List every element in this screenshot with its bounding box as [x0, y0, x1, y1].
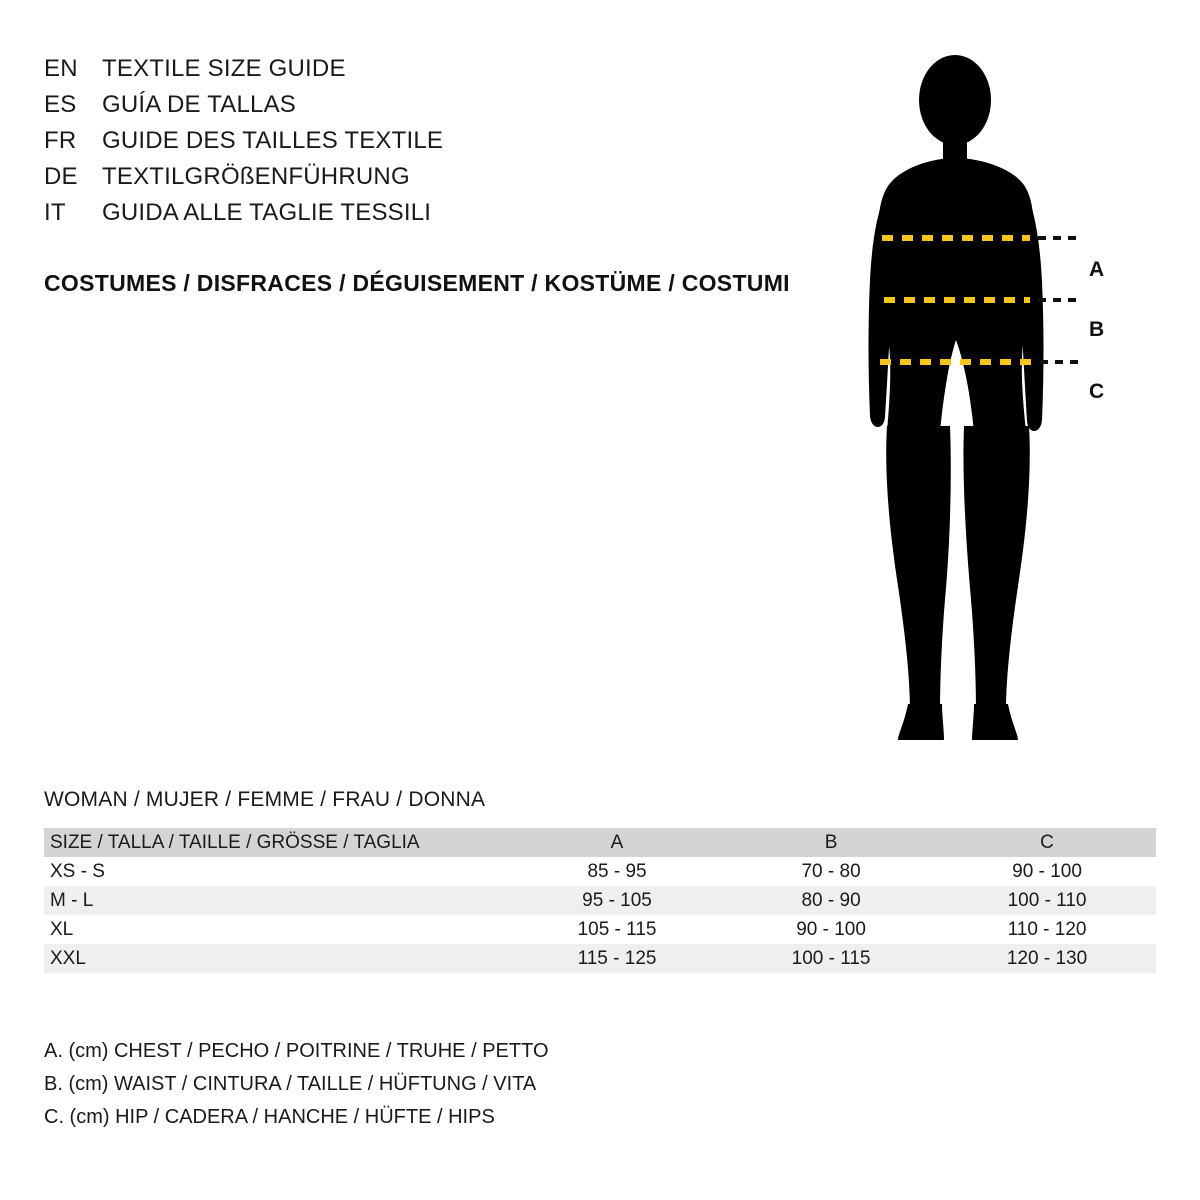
cell-hip: 120 - 130 — [1006, 947, 1088, 969]
language-title: GUÍA DE TALLAS — [102, 91, 296, 118]
cell-waist: 90 - 100 — [796, 918, 866, 940]
cell-size: XS - S — [50, 860, 105, 882]
cell-size: XXL — [50, 947, 86, 969]
language-row — [44, 91, 864, 127]
cell-hip: 100 - 110 — [1007, 889, 1087, 911]
cell-hip: 110 - 120 — [1007, 918, 1087, 940]
table-header-row — [44, 828, 1156, 857]
measure-label-b: B — [1089, 318, 1105, 341]
language-code: DE — [44, 163, 78, 190]
language-title: GUIDA ALLE TAGLIE TESSILI — [102, 199, 432, 226]
cell-waist: 70 - 80 — [801, 860, 861, 882]
table-row — [44, 915, 1156, 944]
cell-size: M - L — [50, 889, 94, 911]
silhouette-icon — [840, 40, 1160, 740]
language-row — [44, 199, 864, 235]
note-hip: C. (cm) HIP / CADERA / HANCHE / HÜFTE / HIPS — [44, 1106, 495, 1128]
note-chest: A. (cm) CHEST / PECHO / POITRINE / TRUHE / PETTO — [44, 1040, 549, 1062]
cell-size: XL — [50, 918, 74, 940]
table-row — [44, 944, 1156, 973]
cell-waist: 100 - 115 — [791, 947, 871, 969]
cell-waist: 80 - 90 — [801, 889, 861, 911]
measure-label-c: C — [1089, 380, 1105, 403]
note-waist: B. (cm) WAIST / CINTURA / TAILLE / HÜFTUNG / VITA — [44, 1073, 537, 1095]
table-body — [44, 857, 1156, 973]
column-header-size: SIZE / TALLA / TAILLE / GRÖSSE / TAGLIA — [50, 831, 420, 853]
cell-chest: 85 - 95 — [587, 860, 647, 882]
table-row — [44, 886, 1156, 915]
column-header-a: A — [610, 831, 624, 853]
language-title: TEXTILGRÖßENFÜHRUNG — [102, 163, 410, 190]
female-silhouette-figure — [840, 40, 1160, 740]
language-row — [44, 127, 864, 163]
language-code: ES — [44, 91, 77, 118]
language-title-list — [44, 55, 864, 235]
cell-chest: 115 - 125 — [577, 947, 657, 969]
column-header-c: C — [1040, 831, 1054, 853]
costumes-subtitle: COSTUMES / DISFRACES / DÉGUISEMENT / KOSTÜME / COSTUMI — [44, 270, 790, 296]
language-row — [44, 163, 864, 199]
language-code: FR — [44, 127, 77, 154]
table-header — [44, 828, 1156, 857]
table-section-title: WOMAN / MUJER / FEMME / FRAU / DONNA — [44, 788, 486, 811]
language-title: GUIDE DES TAILLES TEXTILE — [102, 127, 444, 154]
cell-chest: 95 - 105 — [582, 889, 652, 911]
size-table — [44, 828, 1156, 973]
language-row — [44, 55, 864, 91]
column-header-b: B — [824, 831, 838, 853]
cell-hip: 90 - 100 — [1012, 860, 1082, 882]
measurement-notes — [44, 1035, 549, 1134]
cell-chest: 105 - 115 — [577, 918, 657, 940]
table-row — [44, 857, 1156, 886]
measure-label-a: A — [1089, 258, 1105, 281]
language-code: IT — [44, 199, 66, 226]
language-title: TEXTILE SIZE GUIDE — [102, 55, 346, 82]
language-code: EN — [44, 55, 78, 82]
